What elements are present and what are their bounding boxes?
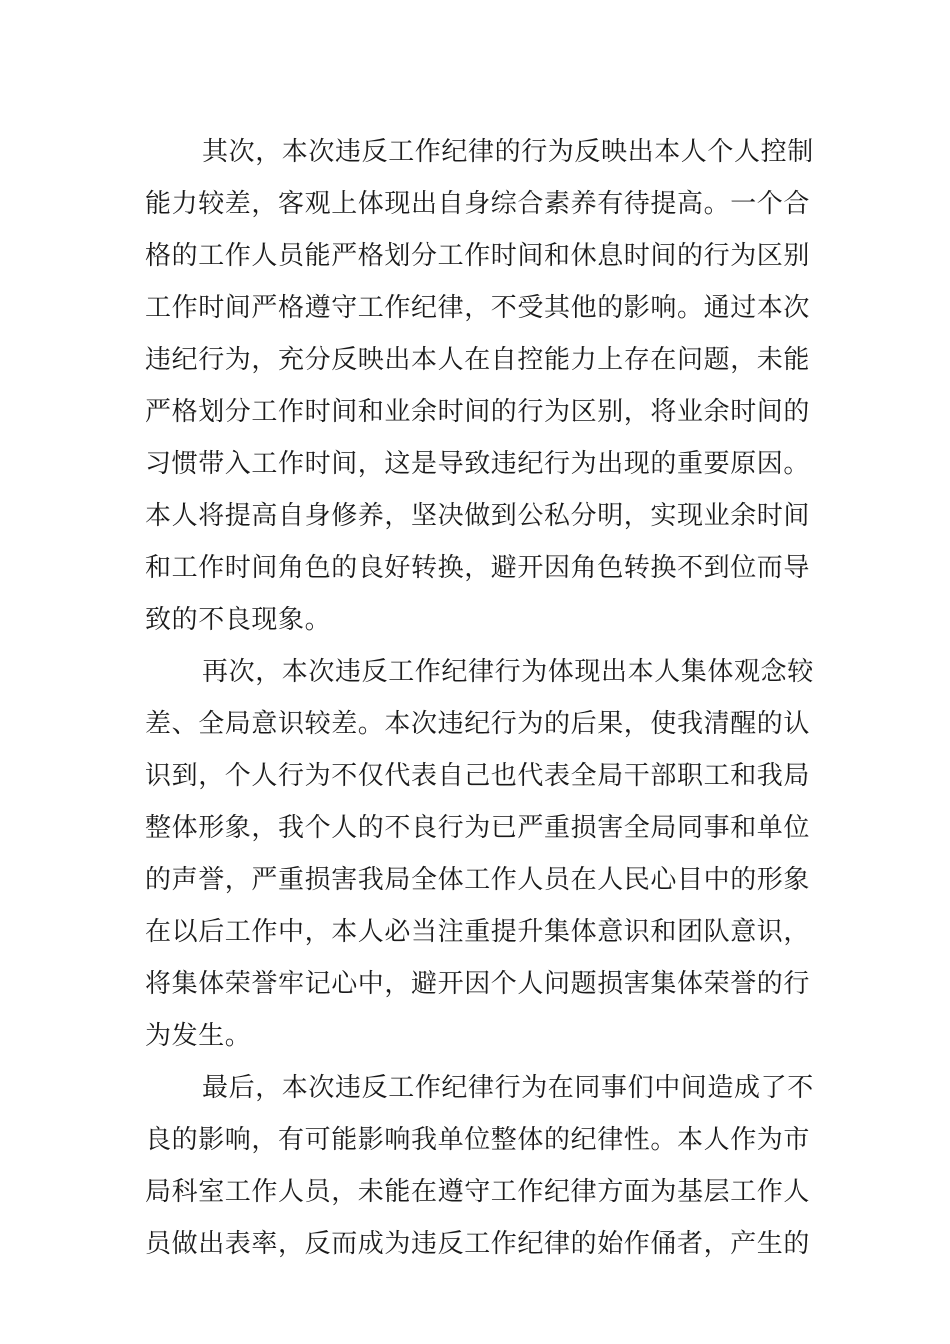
paragraph-line: 能力较差，客观上体现出自身综合素养有待提高。一个合 — [145, 189, 811, 219]
paragraph-line: 识到，个人行为不仅代表自己也代表全局干部职工和我局 — [145, 761, 811, 791]
paragraph-line: 和工作时间角色的良好转换，避开因角色转换不到位而导 — [145, 553, 811, 583]
paragraph-line: 在以后工作中，本人必当注重提升集体意识和团队意识， — [145, 917, 811, 947]
paragraph-line: 格的工作人员能严格划分工作时间和休息时间的行为区别 — [145, 241, 811, 271]
paragraph-line: 为发生。 — [145, 1021, 252, 1051]
paragraph-line: 严格划分工作时间和业余时间的行为区别，将业余时间的 — [145, 397, 811, 427]
body-text — [145, 126, 814, 1270]
paragraph-line: 局科室工作人员，未能在遵守工作纪律方面为基层工作人 — [145, 1177, 811, 1207]
paragraph-line: 员做出表率，反而成为违反工作纪律的始作俑者，产生的 — [145, 1229, 811, 1259]
paragraph-line: 的声誉，严重损害我局全体工作人员在人民心目中的形象 — [145, 865, 811, 895]
paragraph-line: 本人将提高自身修养，坚决做到公私分明，实现业余时间 — [145, 501, 811, 531]
paragraph-line: 再次，本次违反工作纪律行为体现出本人集体观念较 — [202, 657, 814, 687]
paragraph-line: 违纪行为，充分反映出本人在自控能力上存在问题，未能 — [145, 345, 811, 375]
paragraph-line: 良的影响，有可能影响我单位整体的纪律性。本人作为市 — [145, 1125, 811, 1155]
paragraph-line: 差、全局意识较差。本次违纪行为的后果，使我清醒的认 — [145, 709, 811, 739]
paragraph-line: 将集体荣誉牢记心中，避开因个人问题损害集体荣誉的行 — [145, 969, 811, 999]
paragraph-line: 致的不良现象。 — [145, 605, 332, 635]
paragraph-line: 最后，本次违反工作纪律行为在同事们中间造成了不 — [202, 1073, 814, 1103]
paragraph-line: 整体形象，我个人的不良行为已严重损害全局同事和单位 — [145, 813, 811, 843]
paragraph-line: 工作时间严格遵守工作纪律，不受其他的影响。通过本次 — [145, 293, 811, 323]
paragraph-line: 习惯带入工作时间，这是导致违纪行为出现的重要原因。 — [145, 449, 811, 479]
paragraph-line: 其次，本次违反工作纪律的行为反映出本人个人控制 — [202, 137, 814, 167]
